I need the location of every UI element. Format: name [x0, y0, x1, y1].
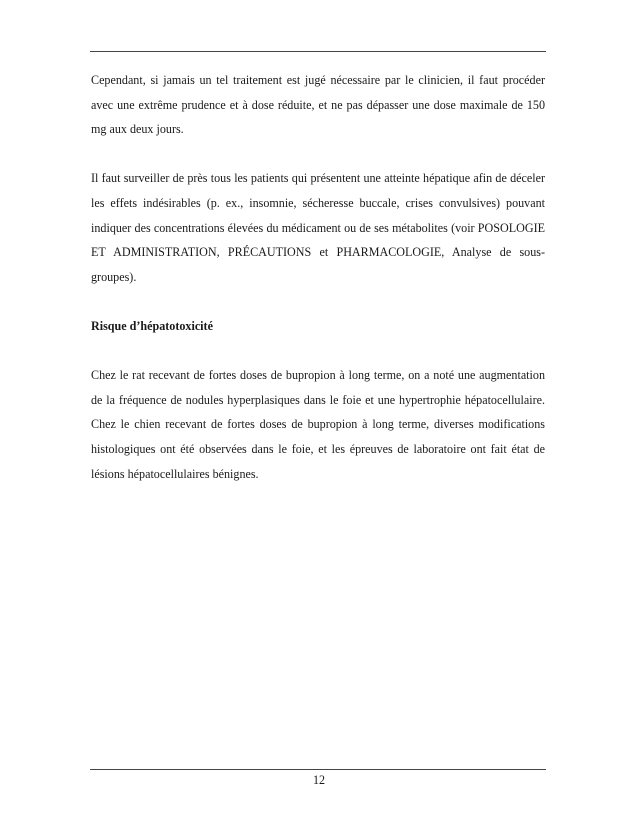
section-heading: Risque d’hépatotoxicité — [91, 318, 213, 333]
paragraph-spacer — [91, 142, 545, 167]
paragraph-spacer — [91, 289, 545, 314]
paragraph-hepatic-monitoring: Il faut surveiller de près tous les patients qui présentent une atteinte hépatique afin de déceler les effets indésirables (p. ex., insomnie, sécheresse buccale, crises convulsives) pouvant indiquer des concentrations élevées du médicament ou de ses métabolites (voir POSOLOGIE ET ADMINISTRATION, PRÉCAUTIONS et PHARMACOLOGIE, Analyse de sous-groupes). — [91, 171, 545, 284]
paragraph-spacer — [91, 339, 545, 364]
header-rule — [90, 51, 546, 52]
footer-rule — [90, 769, 546, 770]
paragraph-dose-caution: Cependant, si jamais un tel traitement est jugé nécessaire par le clinicien, il faut procéder avec une extrême prudence et à dose réduite, et ne pas dépasser une dose maximale de 150 mg aux deux jours. — [91, 73, 545, 137]
paragraph-hepatotoxicity: Chez le rat recevant de fortes doses de bupropion à long terme, on a noté une augmentation de la fréquence de nodules hyperplasiques dans le foie et une hypertrophie hépatocellulaire. Chez le chien recevant de fortes doses de bupropion à long terme, diverses modifications histologiques ont été observées dans le foie, et les épreuves de laboratoire ont fait état de lésions hépatocellulaires bénignes. — [91, 368, 545, 481]
page-body — [91, 68, 545, 486]
page-number: 12 — [312, 773, 326, 787]
